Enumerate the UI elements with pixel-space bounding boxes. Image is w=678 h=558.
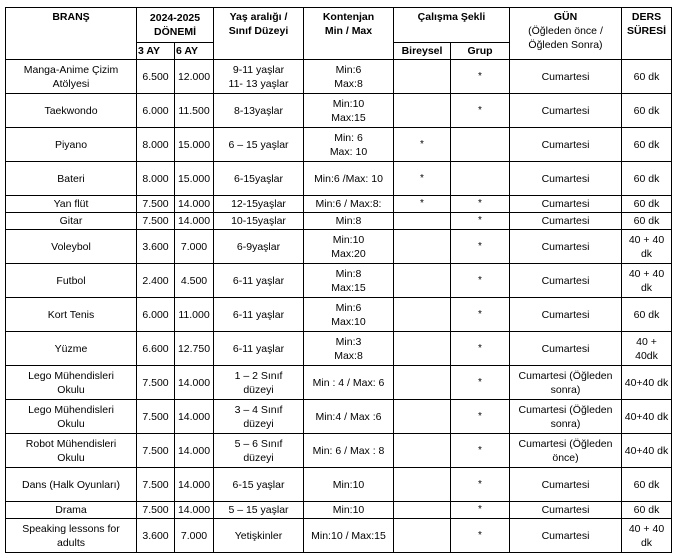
yas-cell-line: 6-11 yaşlar: [232, 342, 285, 355]
header-bireysel: Bireysel: [394, 43, 451, 60]
gun-cell: [510, 264, 622, 298]
brans-cell: [6, 196, 137, 213]
header-6ay: 6 AY: [175, 43, 214, 60]
yas-cell-line: 6-15yaşlar: [233, 172, 284, 185]
kontenjan-cell-line: Min:10: [332, 504, 365, 516]
gun-cell-line: Cumartesi: [541, 104, 590, 117]
yas-cell: [214, 162, 304, 196]
price-3ay-cell: 3.600: [137, 519, 175, 553]
bireysel-cell: *: [394, 196, 451, 213]
kontenjan-cell-line: Min: 6 / Max : 8: [312, 444, 385, 457]
bireysel-cell: [394, 298, 451, 332]
brans-cell-line: Okulu: [57, 417, 85, 430]
kontenjan-cell-line: Min:6 /Max: 10: [314, 172, 383, 185]
yas-cell: [214, 264, 304, 298]
price-3ay-cell: 7.500: [137, 213, 175, 230]
brans-cell: [6, 128, 137, 162]
price-6ay-cell: 14.000: [175, 502, 214, 519]
table-row: [6, 230, 672, 264]
gun-cell-line: Cumartesi: [541, 138, 590, 151]
gun-cell-line: sonra): [550, 383, 581, 396]
brans-cell-line: Gitar: [59, 215, 83, 227]
yas-cell: [214, 196, 304, 213]
table-row: [6, 128, 672, 162]
kontenjan-cell-line: Min : 4 / Max: 6: [312, 376, 385, 389]
gun-cell: [510, 128, 622, 162]
ders-suresi-cell: 40 + 40 dk: [622, 230, 672, 264]
brans-cell: [6, 213, 137, 230]
kontenjan-cell-line: Min:6: [335, 301, 362, 314]
grup-cell: *: [451, 230, 510, 264]
yas-cell-line: 5 – 15 yaşlar: [228, 504, 289, 516]
yas-cell-line: düzeyi: [243, 451, 274, 464]
kontenjan-cell: [304, 468, 394, 502]
brans-cell: [6, 332, 137, 366]
yas-cell: [214, 230, 304, 264]
kontenjan-cell: [304, 60, 394, 94]
brans-cell-line: Taekwondo: [44, 104, 98, 117]
brans-cell-line: Voleybol: [51, 240, 91, 253]
yas-cell: [214, 332, 304, 366]
kontenjan-cell-line: Max:20: [331, 247, 366, 260]
price-3ay-cell: 8.000: [137, 162, 175, 196]
gun-cell: [510, 230, 622, 264]
brans-cell-line: adults: [56, 536, 86, 549]
grup-cell: *: [451, 366, 510, 400]
price-3ay-cell: 6.000: [137, 298, 175, 332]
price-6ay-cell: 15.000: [175, 128, 214, 162]
price-3ay-cell: 3.600: [137, 230, 175, 264]
table-body: [6, 60, 672, 553]
gun-cell-line: Cumartesi: [541, 529, 590, 542]
price-3ay-cell: 7.500: [137, 502, 175, 519]
yas-cell-line: 6 – 15 yaşlar: [228, 138, 289, 151]
table-row: [6, 213, 672, 230]
brans-cell-line: Yüzme: [54, 342, 88, 355]
kontenjan-cell-line: Max: 10: [329, 145, 368, 158]
bireysel-cell: [394, 468, 451, 502]
ders-suresi-cell: 60 dk: [622, 196, 672, 213]
price-3ay-cell: 7.500: [137, 366, 175, 400]
kontenjan-cell: [304, 94, 394, 128]
gun-cell-line: Cumartesi: [541, 504, 590, 516]
kontenjan-cell: [304, 298, 394, 332]
kontenjan-cell-line: Min:4 / Max :6: [315, 410, 382, 423]
kontenjan-cell: [304, 213, 394, 230]
brans-cell: [6, 94, 137, 128]
kontenjan-cell-line: Max:8: [334, 77, 363, 90]
gun-cell: [510, 332, 622, 366]
yas-cell-line: düzeyi: [243, 383, 274, 396]
grup-cell: *: [451, 468, 510, 502]
yas-cell: [214, 434, 304, 468]
price-3ay-cell: 6.600: [137, 332, 175, 366]
kontenjan-cell: [304, 230, 394, 264]
gun-cell: [510, 94, 622, 128]
brans-cell-line: Drama: [55, 504, 87, 516]
grup-cell: *: [451, 332, 510, 366]
header-gun: GÜN (Öğleden önce / Öğleden Sonra): [510, 8, 622, 60]
bireysel-cell: [394, 502, 451, 519]
gun-cell: [510, 60, 622, 94]
ders-suresi-cell: 40+40 dk: [622, 366, 672, 400]
yas-cell: [214, 298, 304, 332]
table-row: [6, 332, 672, 366]
table-row: [6, 502, 672, 519]
bireysel-cell: [394, 434, 451, 468]
gun-cell: [510, 162, 622, 196]
gun-cell: [510, 468, 622, 502]
brans-cell: [6, 264, 137, 298]
gun-cell-line: Cumartesi (Öğleden: [518, 403, 613, 416]
grup-cell: *: [451, 60, 510, 94]
ders-suresi-cell: 60 dk: [622, 60, 672, 94]
bireysel-cell: [394, 213, 451, 230]
yas-cell-line: 6-15 yaşlar: [232, 478, 285, 491]
brans-cell: [6, 502, 137, 519]
grup-cell: *: [451, 213, 510, 230]
brans-cell-line: Manga-Anime Çizim: [23, 63, 119, 76]
bireysel-cell: [394, 332, 451, 366]
yas-cell-line: 12-15yaşlar: [231, 198, 286, 210]
ders-suresi-cell: 60 dk: [622, 94, 672, 128]
gun-cell-line: Cumartesi: [541, 172, 590, 185]
brans-cell-line: Piyano: [54, 138, 88, 151]
gun-cell: [510, 298, 622, 332]
header-3ay: 3 AY: [137, 43, 175, 60]
table-row: [6, 298, 672, 332]
header-donem: 2024-2025 DÖNEMİ: [137, 8, 214, 43]
grup-cell: *: [451, 434, 510, 468]
header-yas: Yaş aralığı / Sınıf Düzeyi: [214, 8, 304, 60]
grup-cell: *: [451, 519, 510, 553]
header-ders-suresi: DERS SÜRESİ: [622, 8, 672, 60]
gun-cell-line: Cumartesi: [541, 215, 590, 227]
price-3ay-cell: 7.500: [137, 400, 175, 434]
yas-cell-line: Yetişkinler: [234, 529, 283, 542]
table-row: [6, 264, 672, 298]
price-6ay-cell: 11.500: [175, 94, 214, 128]
bireysel-cell: [394, 366, 451, 400]
price-3ay-cell: 8.000: [137, 128, 175, 162]
gun-cell-line: Cumartesi (Öğleden: [518, 437, 613, 450]
brans-cell: [6, 366, 137, 400]
gun-cell-line: Cumartesi: [541, 342, 590, 355]
table-row: [6, 60, 672, 94]
kontenjan-cell: [304, 264, 394, 298]
kontenjan-cell: [304, 366, 394, 400]
yas-cell-line: 9-11 yaşlar: [232, 63, 285, 76]
brans-cell-line: Kort Tenis: [47, 308, 95, 321]
brans-cell-line: Yan flüt: [53, 198, 89, 210]
brans-cell-line: Okulu: [57, 383, 85, 396]
bireysel-cell: [394, 264, 451, 298]
ders-suresi-cell: 60 dk: [622, 468, 672, 502]
price-6ay-cell: 4.500: [175, 264, 214, 298]
bireysel-cell: [394, 94, 451, 128]
kontenjan-cell: [304, 162, 394, 196]
table-row: [6, 400, 672, 434]
table-row: [6, 196, 672, 213]
price-6ay-cell: 14.000: [175, 196, 214, 213]
gun-cell: [510, 434, 622, 468]
yas-cell: [214, 213, 304, 230]
yas-cell: [214, 60, 304, 94]
gun-cell-line: Cumartesi: [541, 70, 590, 83]
price-3ay-cell: 7.500: [137, 434, 175, 468]
table-row: [6, 434, 672, 468]
brans-cell-line: Lego Mühendisleri: [28, 369, 114, 382]
price-6ay-cell: 12.750: [175, 332, 214, 366]
gun-cell-line: Cumartesi: [541, 308, 590, 321]
price-6ay-cell: 7.000: [175, 230, 214, 264]
kontenjan-cell: [304, 400, 394, 434]
grup-cell: *: [451, 400, 510, 434]
ders-suresi-cell: 40 + 40 dk: [622, 264, 672, 298]
yas-cell: [214, 366, 304, 400]
ders-suresi-cell: 40+40 dk: [622, 400, 672, 434]
gun-cell-line: Cumartesi: [541, 478, 590, 491]
brans-cell: [6, 60, 137, 94]
table-row: [6, 162, 672, 196]
price-3ay-cell: 6.000: [137, 94, 175, 128]
table-row: [6, 366, 672, 400]
yas-cell-line: düzeyi: [243, 417, 274, 430]
price-6ay-cell: 7.000: [175, 519, 214, 553]
bireysel-cell: *: [394, 128, 451, 162]
brans-cell-line: Dans (Halk Oyunları): [21, 478, 121, 491]
brans-cell: [6, 434, 137, 468]
gun-cell-line: önce): [552, 451, 579, 464]
yas-cell: [214, 468, 304, 502]
bireysel-cell: *: [394, 162, 451, 196]
bireysel-cell: [394, 230, 451, 264]
grup-cell: [451, 128, 510, 162]
kontenjan-cell: [304, 128, 394, 162]
grup-cell: *: [451, 196, 510, 213]
kontenjan-cell-line: Min:3: [335, 335, 362, 348]
price-6ay-cell: 15.000: [175, 162, 214, 196]
brans-cell: [6, 519, 137, 553]
brans-cell-line: Bateri: [57, 172, 85, 185]
kontenjan-cell-line: Max:8: [334, 349, 363, 362]
price-6ay-cell: 14.000: [175, 434, 214, 468]
gun-cell-line: sonra): [550, 417, 581, 430]
grup-cell: *: [451, 94, 510, 128]
price-6ay-cell: 14.000: [175, 400, 214, 434]
brans-cell: [6, 162, 137, 196]
kontenjan-cell-line: Min:10: [332, 97, 365, 110]
yas-cell-line: 10-15yaşlar: [231, 215, 286, 227]
brans-cell: [6, 298, 137, 332]
gun-cell: [510, 366, 622, 400]
table-row: [6, 519, 672, 553]
brans-cell-line: Futbol: [56, 274, 86, 287]
price-6ay-cell: 14.000: [175, 468, 214, 502]
kontenjan-cell-line: Min:8: [335, 215, 362, 227]
kontenjan-cell-line: Max:15: [331, 111, 366, 124]
ders-suresi-cell: 60 dk: [622, 128, 672, 162]
gun-cell-line: Cumartesi: [541, 240, 590, 253]
gun-cell: [510, 196, 622, 213]
yas-cell: [214, 94, 304, 128]
bireysel-cell: [394, 60, 451, 94]
yas-cell-line: 11- 13 yaşlar: [228, 77, 289, 90]
gun-cell: [510, 502, 622, 519]
yas-cell: [214, 519, 304, 553]
kontenjan-cell: [304, 502, 394, 519]
grup-cell: *: [451, 502, 510, 519]
ders-suresi-cell: 60 dk: [622, 213, 672, 230]
kontenjan-cell-line: Min:8: [335, 267, 362, 280]
grup-cell: *: [451, 298, 510, 332]
price-6ay-cell: 12.000: [175, 60, 214, 94]
kontenjan-cell-line: Min:10: [332, 478, 365, 491]
gun-cell-line: Cumartesi: [541, 198, 590, 210]
yas-cell-line: 6-9yaşlar: [236, 240, 281, 253]
kontenjan-cell: [304, 332, 394, 366]
grup-cell: [451, 162, 510, 196]
yas-cell-line: 3 – 4 Sınıf: [234, 403, 283, 416]
kontenjan-cell-line: Min:10 / Max:15: [311, 529, 386, 542]
price-3ay-cell: 2.400: [137, 264, 175, 298]
gun-cell: [510, 400, 622, 434]
yas-cell-line: 1 – 2 Sınıf: [234, 369, 283, 382]
kontenjan-cell-line: Max:15: [331, 281, 366, 294]
price-6ay-cell: 11.000: [175, 298, 214, 332]
gun-cell-line: Cumartesi: [541, 274, 590, 287]
brans-cell: [6, 230, 137, 264]
ders-suresi-cell: 60 dk: [622, 502, 672, 519]
kontenjan-cell-line: Min:6 / Max:8:: [315, 198, 382, 210]
yas-cell-line: 6-11 yaşlar: [232, 308, 285, 321]
header-calisma: Çalışma Şekli: [394, 8, 510, 43]
kontenjan-cell-line: Min:10: [332, 233, 365, 246]
bireysel-cell: [394, 400, 451, 434]
header-brans: BRANŞ: [6, 8, 137, 60]
ders-suresi-cell: 40+40 dk: [622, 434, 672, 468]
price-3ay-cell: 6.500: [137, 60, 175, 94]
yas-cell-line: 5 – 6 Sınıf: [234, 437, 283, 450]
header-kontenjan: Kontenjan Min / Max: [304, 8, 394, 60]
brans-cell-line: Robot Mühendisleri: [25, 437, 117, 450]
brans-cell-line: Atölyesi: [52, 77, 90, 90]
yas-cell-line: 8-13yaşlar: [233, 104, 284, 117]
kontenjan-cell: [304, 196, 394, 213]
brans-cell-line: Lego Mühendisleri: [28, 403, 114, 416]
header-grup: Grup: [451, 43, 510, 60]
table-row: [6, 468, 672, 502]
ders-suresi-cell: 60 dk: [622, 162, 672, 196]
ders-suresi-cell: 40 + 40 dk: [622, 519, 672, 553]
gun-cell: [510, 519, 622, 553]
yas-cell: [214, 128, 304, 162]
table-row: [6, 94, 672, 128]
gun-cell-line: Cumartesi (Öğleden: [518, 369, 613, 382]
price-6ay-cell: 14.000: [175, 213, 214, 230]
yas-cell: [214, 400, 304, 434]
brans-cell-line: Okulu: [57, 451, 85, 464]
yas-cell-line: 6-11 yaşlar: [232, 274, 285, 287]
grup-cell: *: [451, 264, 510, 298]
brans-cell: [6, 400, 137, 434]
brans-cell: [6, 468, 137, 502]
price-3ay-cell: 7.500: [137, 196, 175, 213]
kontenjan-cell: [304, 519, 394, 553]
price-6ay-cell: 14.000: [175, 366, 214, 400]
ders-suresi-cell: 60 dk: [622, 298, 672, 332]
course-fee-table: [5, 7, 672, 553]
price-3ay-cell: 7.500: [137, 468, 175, 502]
kontenjan-cell-line: Min: 6: [334, 131, 363, 144]
yas-cell: [214, 502, 304, 519]
bireysel-cell: [394, 519, 451, 553]
header-row: [6, 8, 672, 43]
kontenjan-cell-line: Min:6: [335, 63, 362, 76]
gun-cell: [510, 213, 622, 230]
ders-suresi-cell: 40 + 40dk: [622, 332, 672, 366]
kontenjan-cell: [304, 434, 394, 468]
brans-cell-line: Speaking lessons for: [22, 522, 120, 535]
kontenjan-cell-line: Max:10: [331, 315, 366, 328]
